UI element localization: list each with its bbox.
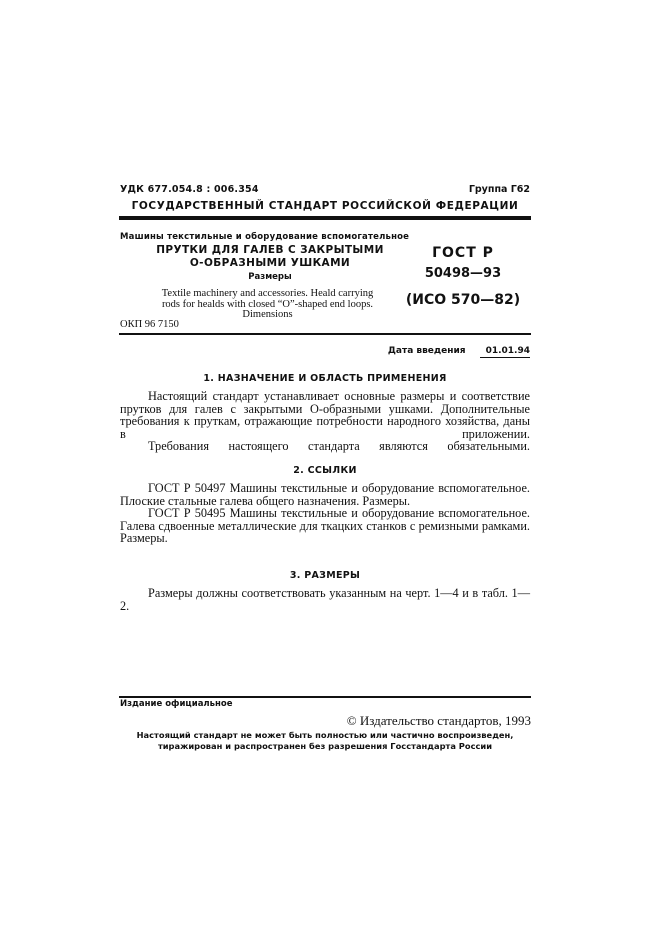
- okp-code: ОКП 96 7150: [120, 319, 179, 330]
- introduction-date: [388, 346, 530, 358]
- document-title: [150, 244, 390, 270]
- document-subtitle: Размеры: [248, 272, 292, 282]
- section-3-paragraph-1: Размеры должны соответствовать указанным на черт. 1—4 и в табл. 1—2.: [120, 586, 530, 613]
- section-2-paragraph-1: ГОСТ Р 50497 Машины текстильные и оборудование вспомогательное. Плоские стальные галева общего назначения. Размеры.: [120, 481, 530, 508]
- udk-code: УДК 677.054.8 : 006.354: [120, 184, 259, 195]
- section-1-paragraph-2: Требования настоящего стандарта являются обязательными.: [148, 439, 530, 453]
- english-line-1: Textile machinery and accessories. Heald carrying: [161, 288, 374, 299]
- gost-number: 50498—93: [424, 266, 502, 281]
- section-3-heading: 3. РАЗМЕРЫ: [289, 570, 361, 581]
- category-label: Машины текстильные и оборудование вспомогательное: [120, 232, 410, 242]
- official-edition-label: Издание официальное: [120, 699, 233, 709]
- group-code: Группа Г62: [468, 184, 530, 195]
- title-line-1: ПРУТКИ ДЛЯ ГАЛЕВ С ЗАКРЫТЫМИ: [156, 244, 384, 256]
- header-rule: [119, 216, 531, 220]
- section-1-body: [120, 390, 530, 453]
- english-title: [150, 289, 385, 321]
- title-block-rule: [119, 333, 531, 335]
- copyright-notice: © Издательство стандартов, 1993: [346, 713, 531, 728]
- iso-reference: (ИСО 570—82): [405, 292, 521, 308]
- section-2-heading: 2. ССЫЛКИ: [293, 465, 357, 476]
- english-line-3: Dimensions: [242, 309, 293, 320]
- introduction-date-value: 01.01.94: [480, 346, 530, 358]
- introduction-date-label: Дата введения: [387, 346, 466, 356]
- english-line-2: rods for healds with closed “O”-shaped end loops.: [161, 298, 374, 310]
- section-2-paragraph-2: ГОСТ Р 50495 Машины текстильные и оборудование вспомогательное. Галева сдвоенные металлические для ткацких станков с ремизными рамками. Размеры.: [120, 506, 530, 545]
- title-line-2: О-ОБРАЗНЫМИ УШКАМИ: [189, 257, 351, 269]
- section-1-heading: 1. НАЗНАЧЕНИЕ И ОБЛАСТЬ ПРИМЕНЕНИЯ: [203, 373, 447, 384]
- section-1-paragraph-1: Настоящий стандарт устанавливает основные размеры и соответствие прутков для галев с закрытыми О-образными ушками. Дополнительные требования к пруткам, отражающие потребности народного хозяйства, даны в приложении.: [120, 389, 530, 441]
- state-standard-title: ГОСУДАРСТВЕННЫЙ СТАНДАРТ РОССИЙСКОЙ ФЕДЕРАЦИИ: [131, 200, 519, 212]
- reproduction-notice: Настоящий стандарт не может быть полностью или частично воспроизведен, тиражирован и распространен без разрешения Госстандарта России: [136, 730, 514, 751]
- section-2-body: [120, 482, 530, 545]
- gost-label: ГОСТ Р: [432, 245, 494, 261]
- footer-rule: [119, 696, 531, 698]
- section-3-body: [120, 587, 530, 612]
